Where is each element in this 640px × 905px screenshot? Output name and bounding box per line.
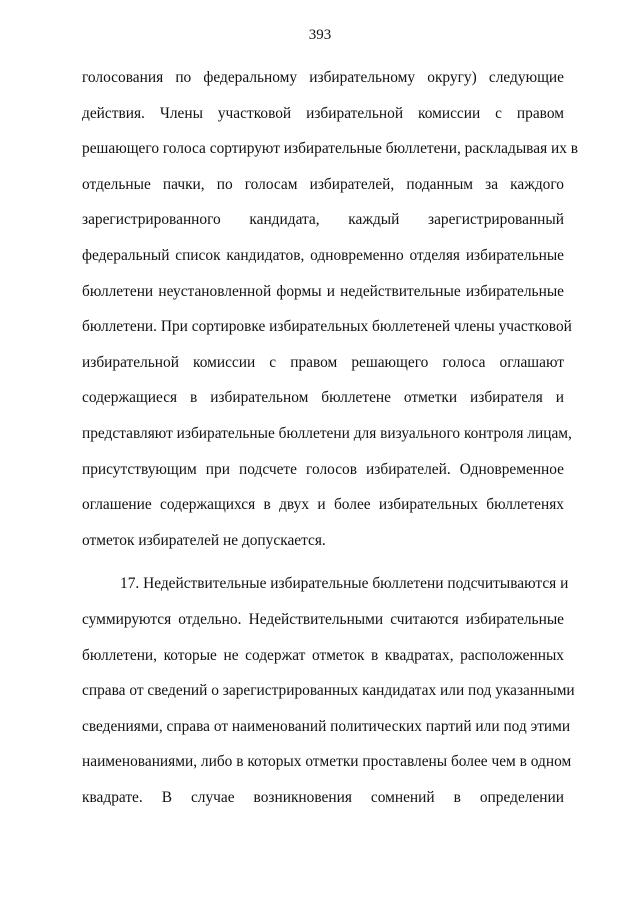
text-line: сведениями, справа от наименований политических партий или под этими <box>82 717 571 735</box>
paragraph-gap <box>82 564 564 572</box>
text-line: наименованиями, либо в которых отметки проставлены более чем в одном <box>82 753 572 771</box>
text-line: квадрате. В случае возникновения сомнений в определении <box>82 788 564 806</box>
text-line: действия. Члены участковой избирательной комиссии с правом <box>82 104 564 122</box>
text-line: бюллетени, которые не содержат отметок в квадратах, расположенных <box>82 646 564 664</box>
text-line: содержащиеся в избирательном бюллетене отметки избирателя и <box>82 389 564 407</box>
text-line: присутствующим при подсчете голосов избирателей. Одновременное <box>82 460 564 478</box>
text-line: зарегистрированного кандидата, каждый зарегистрированный <box>82 211 564 229</box>
text-line: оглашение содержащихся в двух и более избирательных бюллетенях <box>82 496 564 514</box>
text-line: суммируются отдельно. Недействительными считаются избирательные <box>82 610 564 628</box>
text-line: избирательной комиссии с правом решающего голоса оглашают <box>82 353 564 371</box>
text-line: 17. Недействительные избирательные бюллетени подсчитываются и <box>120 575 569 593</box>
document-body <box>82 66 579 821</box>
text-line: бюллетени. При сортировке избирательных бюллетеней члены участковой <box>82 318 572 336</box>
text-line: голосования по федеральному избирательному округу) следующие <box>82 69 564 86</box>
text-line: отдельные пачки, по голосам избирателей, поданным за каждого <box>82 175 564 193</box>
paragraph <box>82 572 575 821</box>
text-line: решающего голоса сортируют избирательные бюллетени, раскладывая их в <box>82 140 579 158</box>
paragraph <box>82 66 579 564</box>
page-number: 393 <box>308 27 332 43</box>
text-line: справа от сведений о зарегистрированных кандидатах или под указанными <box>82 682 575 700</box>
text-line: федеральный список кандидатов, одновременно отделяя избирательные <box>82 246 564 264</box>
text-line: отметок избирателей не допускается. <box>82 531 326 549</box>
text-line: представляют избирательные бюллетени для визуального контроля лицам, <box>82 424 572 442</box>
text-line: бюллетени неустановленной формы и недействительные избирательные <box>82 282 564 300</box>
